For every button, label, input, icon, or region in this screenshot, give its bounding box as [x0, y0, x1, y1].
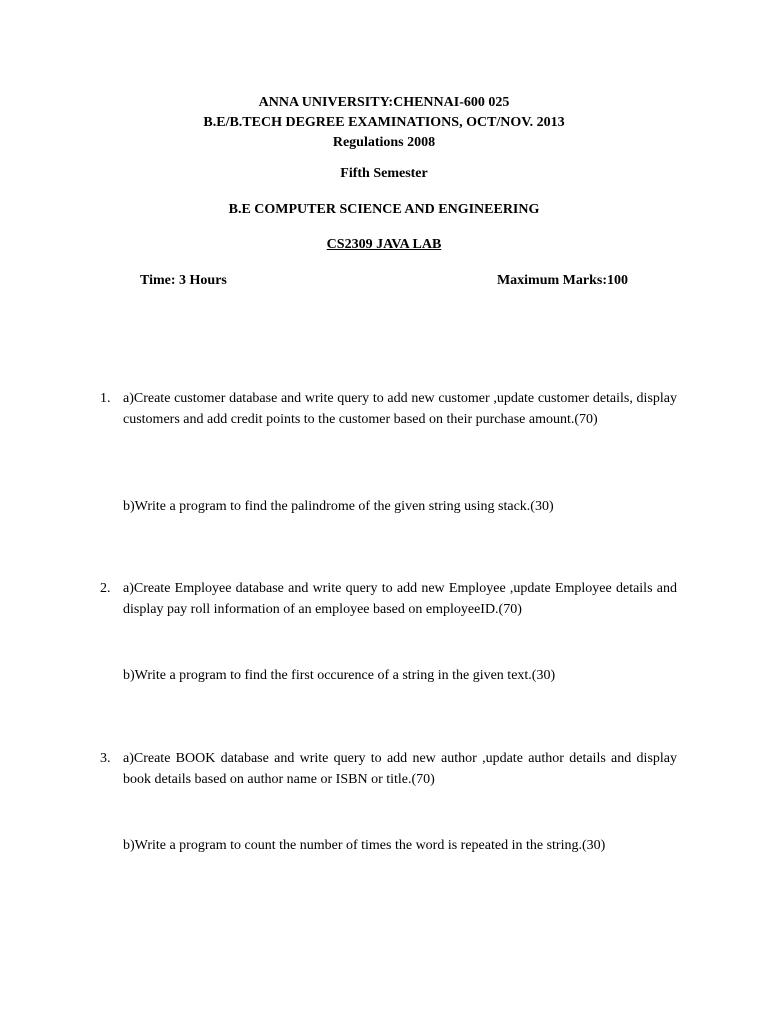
course-title [0, 235, 768, 255]
question-1-part-b: b)Write a program to find the palindrome of the given string using stack.(30) [123, 499, 554, 514]
question-text: a)Create customer database and write query to add new customer ,update customer details, display customers and add credit points to the customer based on their purchase amount.(70) [123, 391, 677, 427]
department-label: B.E COMPUTER SCIENCE AND ENGINEERING [228, 202, 540, 217]
question-text: a)Create Employee database and write query to add new Employee ,update Employee details and display pay roll information of an employee based on employeeID.(70) [123, 581, 677, 617]
university-name: ANNA UNIVERSITY:CHENNAI-600 025 [258, 95, 510, 110]
question-number: 3. [100, 751, 111, 766]
maximum-marks: Maximum Marks:100 [496, 273, 628, 288]
question-number: 1. [100, 391, 111, 406]
question-1-part-a [100, 388, 677, 430]
question-2-part-a [100, 578, 677, 620]
question-2-part-b: b)Write a program to find the first occurence of a string in the given text.(30) [123, 668, 556, 683]
course-title-text: CS2309 JAVA LAB [326, 237, 442, 252]
exam-title: B.E/B.TECH DEGREE EXAMINATIONS, OCT/NOV. 2013 [203, 115, 565, 130]
question-text: a)Create BOOK database and write query to add new author ,update author details and display book details based on author name or ISBN or title.(70) [123, 751, 677, 787]
time-allowed: Time: 3 Hours [140, 273, 227, 288]
question-3-part-b: b)Write a program to count the number of times the word is repeated in the string.(30) [123, 838, 606, 853]
exam-header [0, 93, 768, 153]
question-3-part-a [100, 748, 677, 790]
question-number: 2. [100, 581, 111, 596]
regulations: Regulations 2008 [332, 135, 436, 150]
semester-label: Fifth Semester [340, 166, 428, 181]
